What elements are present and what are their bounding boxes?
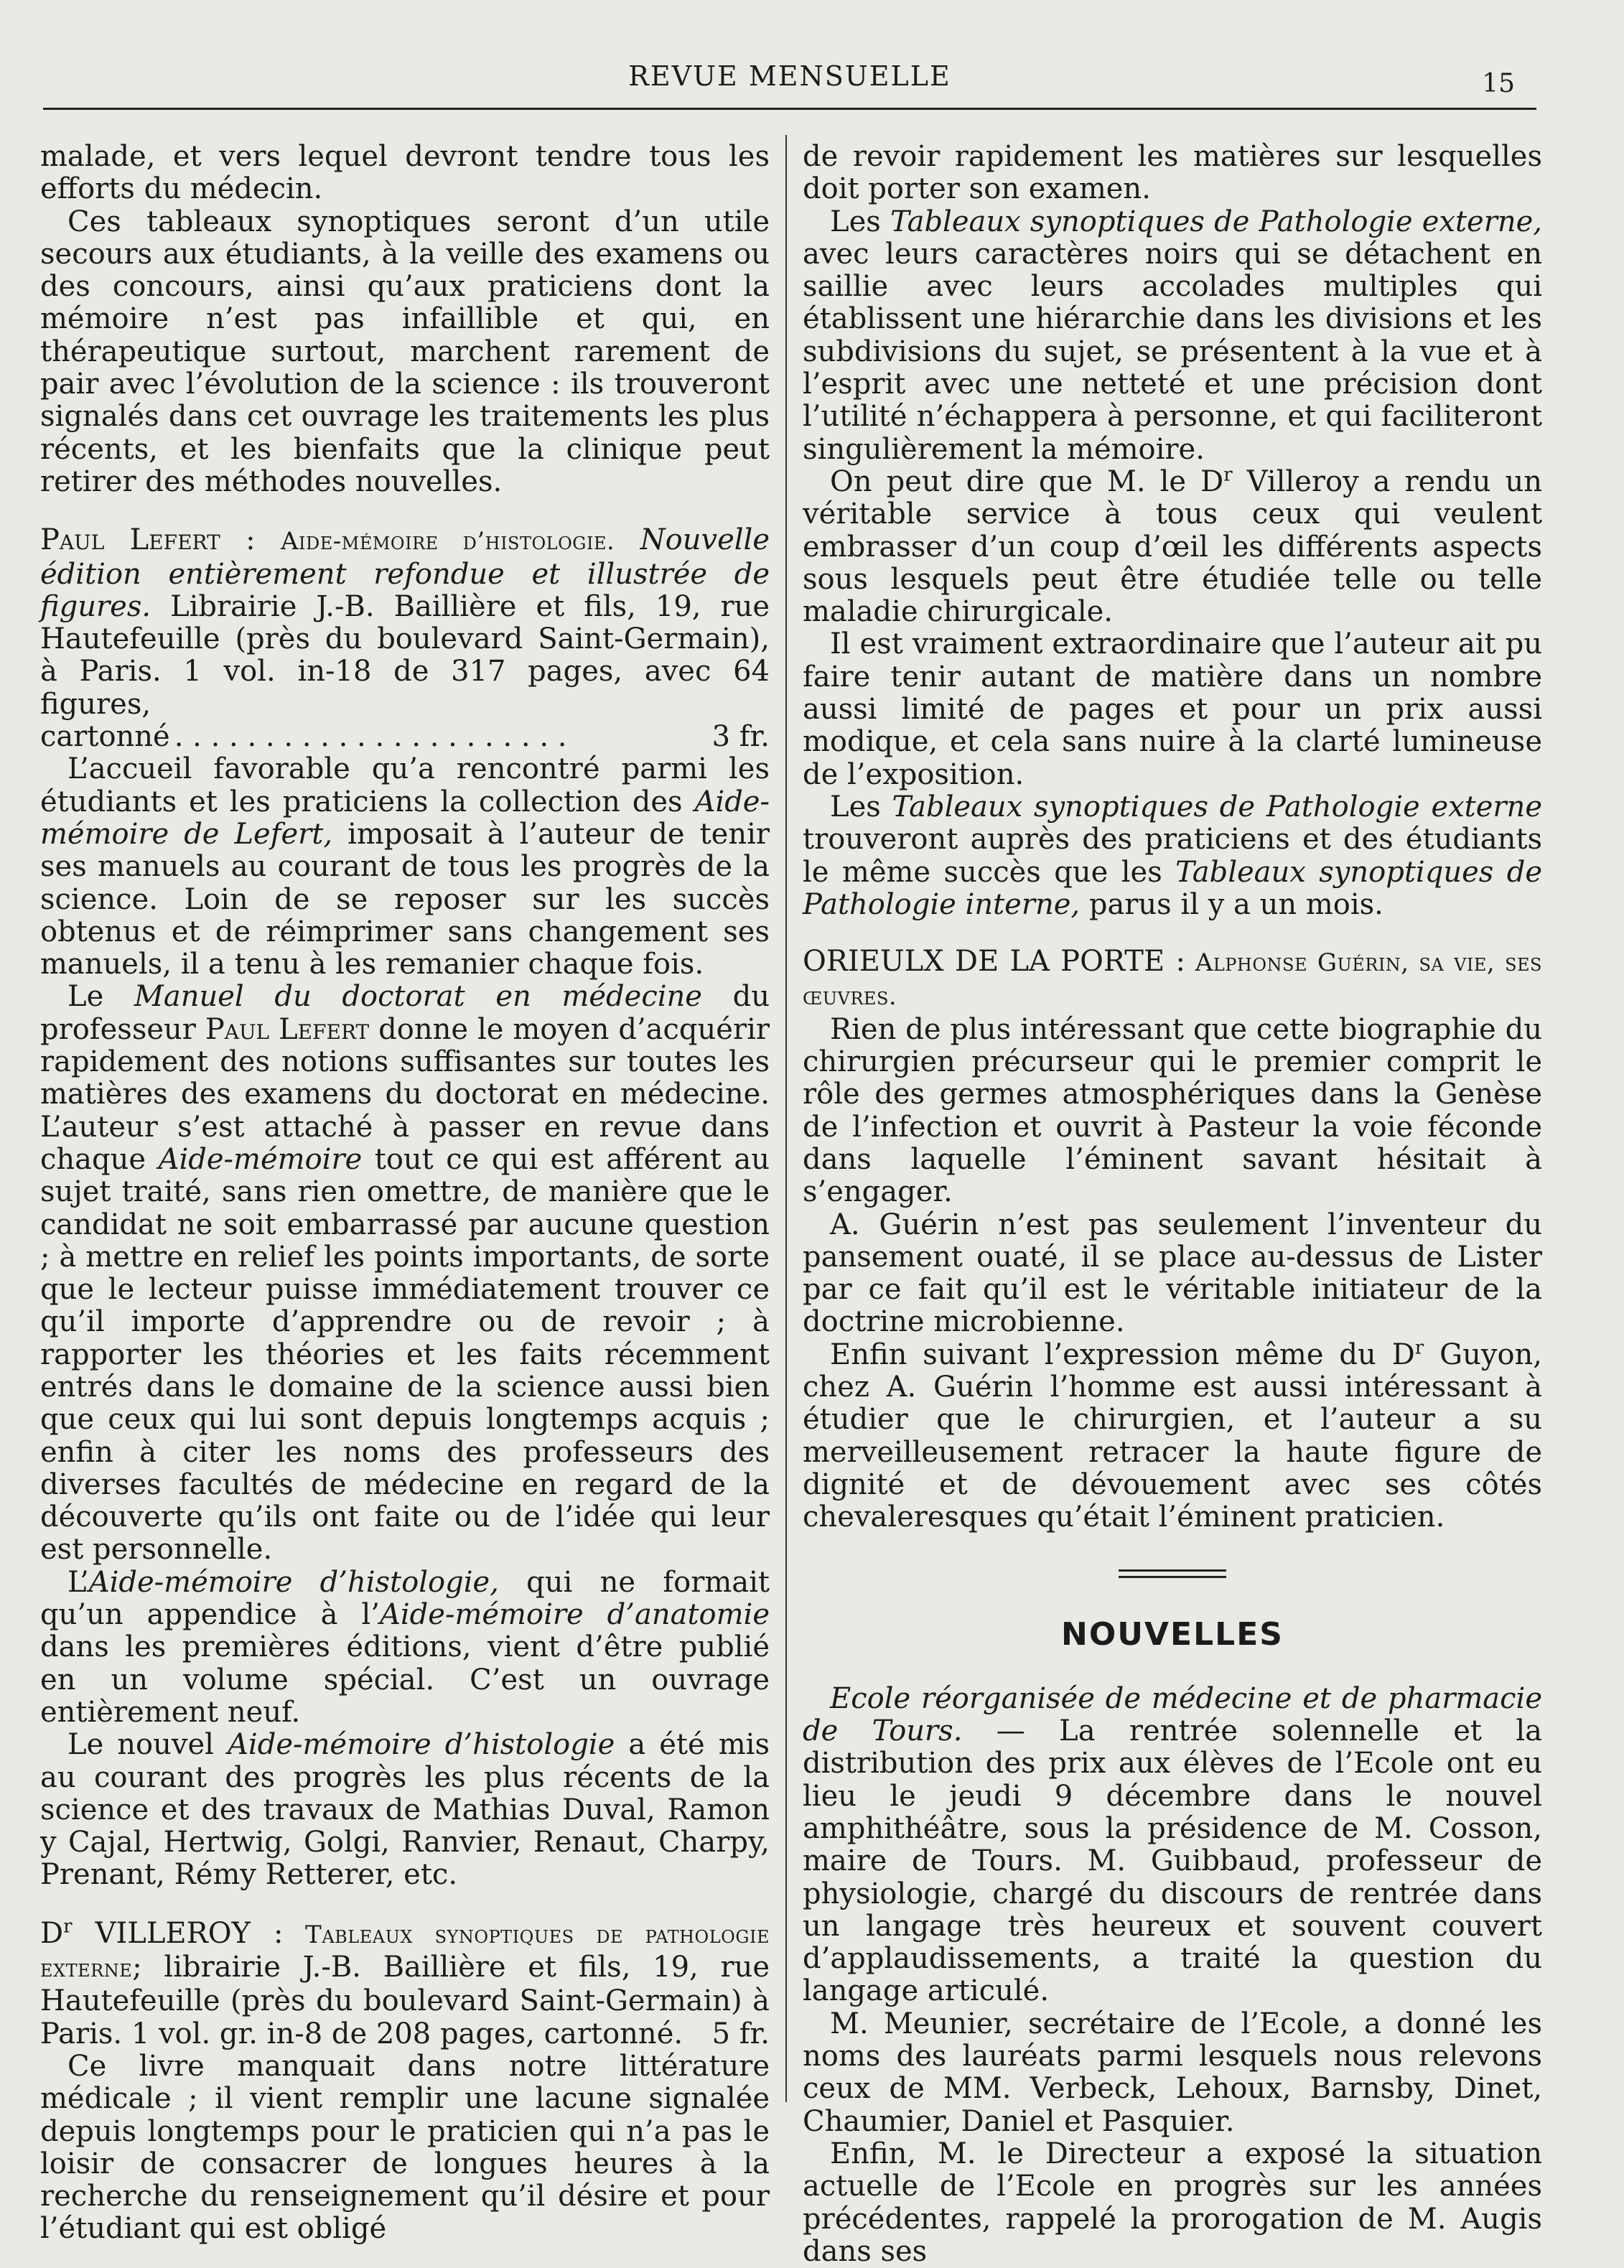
paragraph: Ces tableaux synoptiques seront d’un utile secours aux étudiants, à la veille des examens ou des concours, ainsi qu’aux praticiens dont la mémoire n’est pas infaillible et qui, en thérapeutique surtout, marchent rarement de pair avec l’évolution de la science : ils trouveront signalés dans cet ouvrage les traitements les plus récents, et les bienfaits que la clinique peut retirer des méthodes nouvelles. (40, 205, 770, 498)
paragraph: Le Manuel du doctorat en médecine du professeur Paul Lefert donne le moyen d’acquérir rapidement des notions suffisantes sur toutes les matières des examens du doctorat en médecine. L’auteur s’est attaché à passer en revue dans chaque Aide-mémoire tout ce qui est afférent au sujet traité, sans rien omettre, de manière que le candidat ne soit embarrassé par aucune question ; à mettre en relief les points importants, de sorte que le lecteur puisse immédiatement trouver ce qu’il importe d’apprendre ou de revoir ; à rapporter les théories et les faits récemment entrés dans le domaine de la science aussi bien que ceux qui lui sont depuis longtemps acquis ; enfin à citer les noms des professeurs des diverses facultés de médecine en regard de la découverte qu’ils ont faite ou de l’idée qui leur est personnelle. (40, 980, 770, 1567)
paragraph: Enfin suivant l’expression même du $D^r$ Guyon, chez A. Guérin l’homme est aussi intéressant à étudier que le chirurgien, et l’auteur a su merveilleusement retracer la haute figure de dignité et de dévouement avec ses côtés chevaleresques qu’était l’éminent praticien. (803, 1337, 1542, 1534)
news-item: Ecole réorganisée de médecine et de pharmacie de Tours. — La rentrée solennelle et la distribution des prix aux élèves de l’Ecole ont eu lieu le jeudi 9 décembre dans le nouvel amphithéâtre, sous la présidence de M. Cosson, maire de Tours. M. Guibbaud, professeur de physiologie, chargé du discours de rentrée dans un langage très heureux et souvent couvert d’applaudissements, a traité la question du langage articulé. (803, 1681, 1542, 2008)
page-header (43, 60, 1536, 103)
paragraph: Les Tableaux synoptiques de Pathologie externe trouveront auprès des praticiens et des étudiants le même succès que les Tableaux synoptiques de Pathologie interne, parus il y a un mois. (803, 790, 1542, 921)
entry-binding: cartonné (40, 720, 170, 754)
book-review-entry (803, 946, 1542, 1014)
entry-price: 3 fr. (711, 720, 770, 754)
entry-subtitle: Nouvelle édition entièrement refondue et illustrée de figures. (40, 523, 770, 623)
leader-dots: . . . . . . . . . . . . . . . . . . . . . . (174, 721, 567, 754)
entry-details: Librairie J.-B. Baillière et fils, 19, rue Hautefeuille (près du boulevard Saint-Germain), à Paris. 1 vol. in-18 de 317 pages, avec 64 figures, (40, 589, 770, 721)
paragraph: Rien de plus intéressant que cette biographie du chirurgien précurseur qui le premier comprit le rôle des germes atmosphériques dans la Genèse de l’infection et ouvrit à Pasteur la voie féconde dans laquelle l’éminent savant hésitait à s’engager. (803, 1012, 1542, 1209)
paragraph: malade, et vers lequel devront tendre tous les efforts du médecin. (40, 140, 770, 206)
entry-details: ; librairie J.-B. Baillière et fils, 19, rue Hautefeuille (près du boulevard Saint-Germain) à Paris. 1 vol. gr. in-8 de 208 pages, cartonné. (40, 1951, 770, 2050)
entry-price: 5 fr. (711, 2017, 770, 2050)
entry-author: Paul Lefert (40, 523, 220, 557)
section-title: NOUVELLES (1061, 1616, 1284, 1653)
header-rule (43, 108, 1536, 110)
paragraph: de revoir rapidement les matières sur lesquelles doit porter son examen. (803, 140, 1542, 206)
entry-author: ORIEULX DE LA PORTE : (803, 945, 1185, 979)
paragraph: On peut dire que M. le $D^r$ Villeroy a rendu un véritable service à tous ceux qui veulent embrasser d’un coup d’œil les différents aspects sous lesquels peut être étudiée telle ou telle maladie chirurgicale. (803, 464, 1542, 629)
news-item: Enfin, M. le Directeur a exposé la situation actuelle de l’Ecole en progrès sur les années précédentes, rappelé la prorogation de M. Augis dans ses (803, 2137, 1542, 2268)
paragraph: L’Aide-mémoire d’histologie, qui ne formait qu’un appendice à l’Aide-mémoire d’anatomie dans les premières éditions, vient d’être publié en un volume spécial. C’est un ouvrage entièrement neuf. (40, 1565, 770, 1729)
entry-title: Alphonse Guérin, sa vie, ses œuvres. (803, 948, 1542, 1012)
paragraph: Le nouvel Aide-mémoire d’histologie a été mis au courant des progrès les plus récents de la science et des travaux de Mathias Duval, Ramon y Cajal, Hertwig, Golgi, Ranvier, Renaut, Charpy, Prenant, Rémy Retterer, etc. (40, 1728, 770, 1892)
paragraph: Il est vraiment extraordinaire que l’auteur ait pu faire tenir autant de matière dans un nombre aussi limité de pages et pour un prix aussi modique, et cela sans nuire à la clarté lumineuse de l’exposition. (803, 627, 1542, 791)
paragraph: A. Guérin n’est pas seulement l’inventeur du pansement ouaté, il se place au-dessus de Lister par ce fait qu’il est le véritable initiateur de la doctrine microbienne. (803, 1208, 1542, 1339)
entry-price-line (40, 721, 770, 753)
section-ornament (1119, 1569, 1226, 1578)
entry-title: Aide-mémoire d’histologie. (280, 527, 615, 556)
paragraph: Les Tableaux synoptiques de Pathologie externe, avec leurs caractères noirs qui se détachent en saillie avec leurs accolades multiples qui établissent une hiérarchie dans les divisions et les subdivisions du sujet, se présentent à la vue et à l’esprit avec une netteté et une précision dont l’utilité n’échappera à personne, et qui faciliteront singulièrement la mémoire. (803, 205, 1542, 466)
paragraph: Ce livre manquait dans notre littérature médicale ; il vient remplir une lacune signalée depuis longtemps pour le praticien qui n’a pas le loisir de consacrer de longues heures à la recherche du renseignement qu’il désire et pour l’étudiant qui est obligé (40, 2049, 770, 2246)
right-column (803, 141, 1542, 2268)
column-divider (785, 135, 787, 2102)
book-review-entry (40, 1915, 770, 2050)
page-number: 15 (1482, 69, 1515, 98)
entry-title: Tableaux synoptiques de pathologie externe (40, 1920, 770, 1984)
entry-author: $D^r$ VILLEROY : (40, 1915, 284, 1950)
paragraph: L’accueil favorable qu’a rencontré parmi les étudiants et les praticiens la collection des Aide-mémoire de Lefert, imposait à l’auteur de tenir ses manuels au courant de tous les progrès de la science. Loin de se reposer sur les succès obtenus et de réimprimer sans changement ses manuels, il a tenu à les remanier chaque fois. (40, 752, 770, 981)
book-review-entry: Paul Lefert : Aide-mémoire d’histologie. Nouvelle édition entièrement refondue et illustrée de figures. Librairie J.-B. Baillière et fils, 19, rue Hautefeuille (près du boulevard Saint-Germain), à Paris. 1 vol. in-18 de 317 pages, avec 64 figures, (40, 523, 770, 721)
journal-title: REVUE MENSUELLE (628, 60, 951, 92)
left-column (40, 141, 770, 2246)
news-item: M. Meunier, secrétaire de l’Ecole, a donné les noms des lauréats parmi lesquels nous relevons ceux de MM. Verbeck, Lehoux, Barnsby, Dinet, Chaumier, Daniel et Pasquier. (803, 2007, 1542, 2138)
